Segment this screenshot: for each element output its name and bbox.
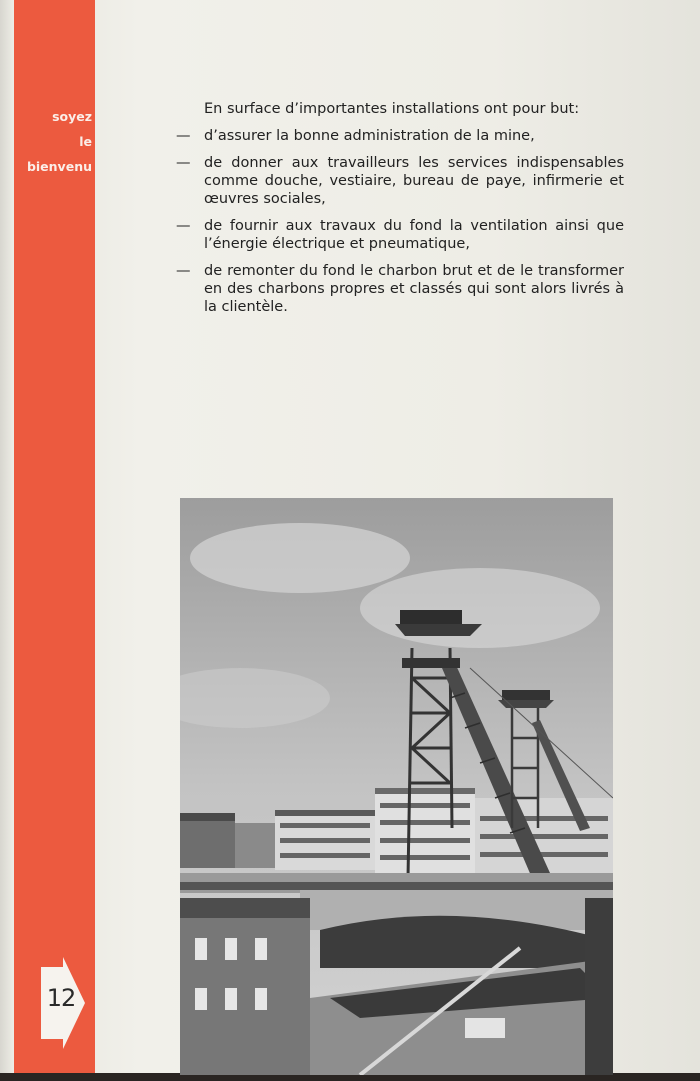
sidebar-line-bienvenu: bienvenu [26, 159, 92, 174]
headframe-photo-drawing [180, 498, 613, 1075]
list-item-text: de remonter du fond le charbon brut et de le transformer en des charbons propres et classés qui sont alors livrés à la clientèle. [204, 263, 624, 315]
headframe-photo [180, 498, 613, 1075]
list-dash: — [176, 128, 191, 144]
sidebar-heading [14, 104, 92, 179]
list-item [176, 127, 624, 145]
list-item [176, 217, 624, 253]
page-number: 12 [46, 984, 76, 1012]
sidebar-line-le: le [79, 134, 92, 149]
body-text [176, 100, 624, 325]
list-item-text: de fournir aux travaux du fond la ventilation ainsi que l’énergie électrique et pneumatique, [204, 218, 624, 252]
list-dash: — [176, 263, 191, 279]
list-item-text: de donner aux travailleurs les services indispensables comme douche, vestiaire, bureau de paye, infirmerie et œuvres sociales, [204, 155, 624, 207]
list-dash: — [176, 155, 191, 171]
intro-paragraph: En surface d’importantes installations ont pour but: [204, 101, 580, 117]
page-edge [0, 0, 14, 1081]
list-item-text: d’assurer la bonne administration de la mine, [204, 128, 535, 144]
sidebar-line-soyez: soyez [52, 109, 92, 124]
list-dash: — [176, 218, 191, 234]
list-item [176, 154, 624, 208]
list-item [176, 262, 624, 316]
